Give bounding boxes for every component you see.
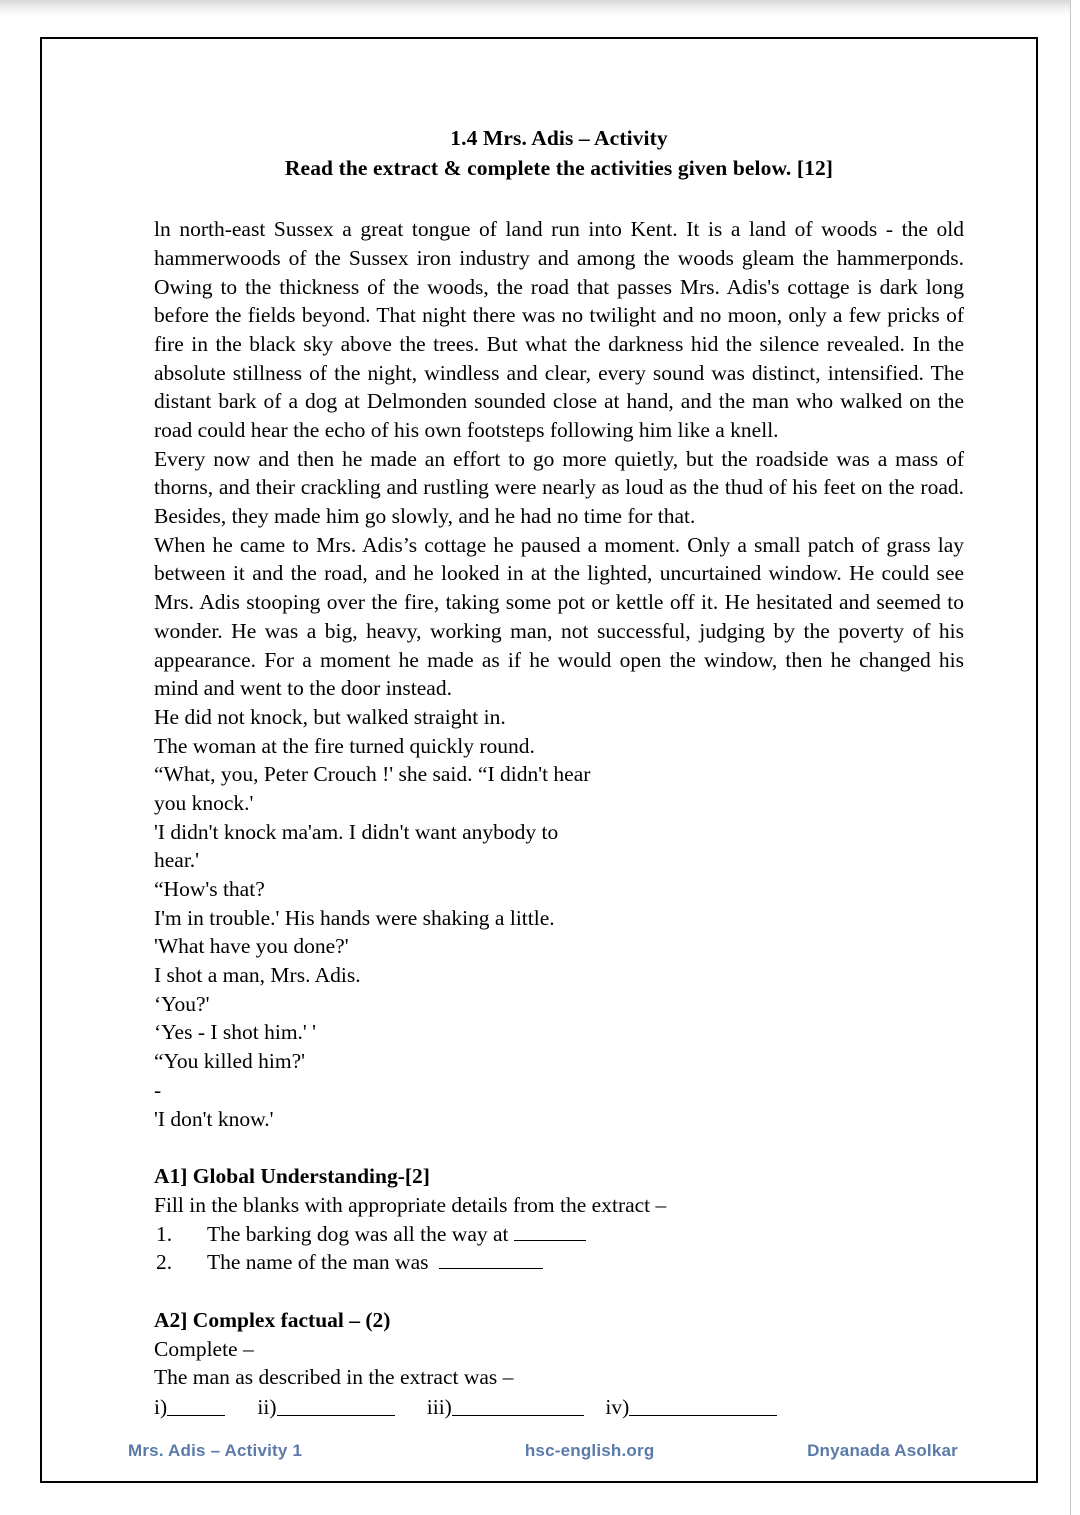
dialogue-line: ‘Yes - I shot him.' '	[154, 1020, 317, 1045]
dialogue-line: hear.'	[154, 848, 200, 873]
activity-a2-prompt: The man as described in the extract was –	[154, 1365, 514, 1390]
extract-paragraph-3: When he came to Mrs. Adis’s cottage he paused a moment. Only a small patch of grass lay between it and the road, and he looked in at the lighted, uncurtained window. He could see Mrs. Adis stooping over the fire, taking some pot or kettle off it. He hesitated and seemed to wonder. He was a big, heavy, working man, not successful, judging by the poverty of his appearance. For a moment he made as if he would open the window, then he changed his mind and went to the door instead.	[154, 532, 964, 701]
sub-item-label: i)	[154, 1395, 168, 1419]
right-scroll-gutter[interactable]	[1070, 0, 1080, 1515]
list-item	[154, 1248, 964, 1277]
page-subtitle: Read the extract & complete the activities given below. [12]	[284, 155, 834, 180]
activity-a2-blanks-row	[154, 1393, 964, 1422]
activity-a1	[154, 1162, 964, 1277]
dialogue-line: “You killed him?'	[154, 1049, 305, 1074]
top-shade	[0, 0, 1080, 16]
answer-blank[interactable]	[439, 1268, 543, 1269]
extract-paragraph-2: Every now and then he made an effort to go more quietly, but the roadside was a mass of thorns, and their crackling and rustling were nearly as loud as the thud of his feet on the road. Besides, they made him go slowly, and he had no time for that.	[154, 446, 964, 529]
document-content	[154, 124, 964, 1422]
dialogue-line: “How's that?	[154, 877, 265, 901]
dialogue-line: 'I didn't knock ma'am. I didn't want anybody to	[154, 819, 559, 844]
activity-a2-heading: A2] Complex factual – (2)	[154, 1307, 391, 1332]
answer-blank[interactable]	[277, 1415, 395, 1416]
footer-author-label: Dnyanada Asolkar	[807, 1441, 958, 1460]
dialogue-line: you knock.'	[154, 790, 254, 815]
list-item-text: The name of the man was	[207, 1250, 429, 1275]
dialogue-line: I shot a man, Mrs. Adis.	[154, 963, 361, 988]
list-item-number: 1.	[156, 1221, 173, 1246]
dialogue-line: The woman at the fire turned quickly round.	[154, 733, 535, 758]
sub-item-label: ii)	[257, 1395, 277, 1419]
dialogue-line: 'What have you done?'	[154, 934, 349, 959]
answer-blank[interactable]	[514, 1240, 586, 1241]
page-footer	[128, 1441, 958, 1461]
dialogue-block	[154, 703, 964, 1133]
activity-a2-instruction: Complete –	[154, 1336, 254, 1361]
activity-a1-list	[154, 1220, 964, 1277]
list-item	[154, 1220, 964, 1249]
footer-left-label: Mrs. Adis – Activity 1	[128, 1441, 303, 1460]
activity-a2	[154, 1306, 964, 1422]
dialogue-line: He did not knock, but walked straight in.	[154, 704, 506, 729]
dialogue-line: 'I don't know.'	[154, 1106, 274, 1131]
answer-blank[interactable]	[452, 1415, 584, 1416]
dialogue-line: -	[154, 1077, 162, 1102]
activity-a1-instruction: Fill in the blanks with appropriate details from the extract –	[154, 1192, 667, 1217]
list-item-text: The barking dog was all the way at	[207, 1221, 509, 1246]
document-page	[40, 37, 1038, 1483]
extract-paragraph-1: ln north-east Sussex a great tongue of land run into Kent. It is a land of woods - the old hammerwoods of the Sussex iron industry and among the woods gleam the hammerponds. Owing to the thickness of the woods, the road that passes Mrs. Adis's cottage is dark long before the fields beyond. That night there was no twilight and no moon, only a few pricks of fire in the black sky above the trees. But what the darkness hid the silence revealed. In the absolute stillness of the night, windless and clear, every sound was distinct, intensified. The distant bark of a dog at Delmonden sounded close at hand, and the man who walked on the road could hear the echo of his own footsteps following him like a knell.	[154, 217, 964, 442]
dialogue-line: ‘You?'	[154, 991, 210, 1016]
sub-item-label: iv)	[605, 1395, 630, 1419]
page-title: 1.4 Mrs. Adis – Activity	[450, 126, 668, 150]
footer-site-link[interactable]: hsc-english.org	[524, 1441, 655, 1460]
answer-blank[interactable]	[167, 1415, 225, 1416]
dialogue-line: I'm in trouble.' His hands were shaking a little.	[154, 905, 555, 930]
dialogue-line: “What, you, Peter Crouch !' she said. “I didn't hear	[154, 762, 591, 787]
sub-item-label: iii)	[426, 1395, 452, 1419]
list-item-number: 2.	[156, 1250, 173, 1275]
answer-blank[interactable]	[629, 1415, 777, 1416]
activity-a1-heading: A1] Global Understanding-[2]	[154, 1164, 430, 1189]
extract-passage	[154, 215, 964, 1133]
